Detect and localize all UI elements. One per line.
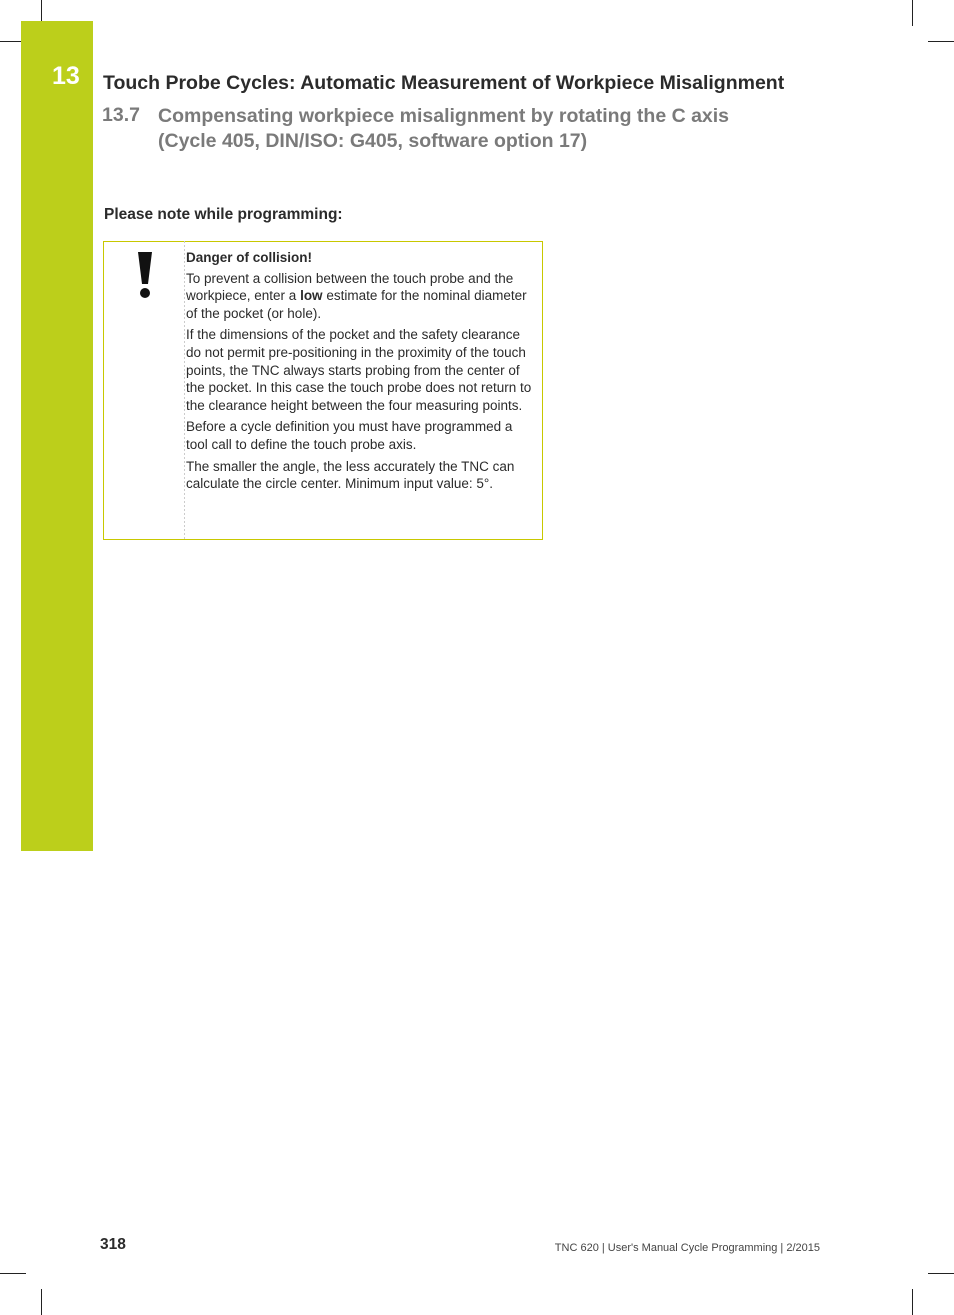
warning-title: Danger of collision! — [186, 250, 313, 265]
chapter-number: 13 — [52, 62, 80, 90]
crop-mark — [928, 41, 954, 42]
crop-mark — [41, 1289, 42, 1315]
section-title-line1: Compensating workpiece misalignment by rotating the C axis — [158, 105, 730, 127]
section-title-line2: (Cycle 405, DIN/ISO: G405, software option 17) — [158, 130, 588, 152]
note-heading: Please note while programming: — [104, 206, 343, 223]
crop-mark — [912, 1289, 913, 1315]
warning-p1-bold: low — [300, 288, 323, 304]
chapter-tab — [21, 21, 93, 851]
warning-paragraph-2: If the dimensions of the pocket and the safety clearance do not permit pre-positioning in the proximity of the touch points, the TNC always starts probing from the center of the pocket. In this case the touch probe does not return to the clearance height between the four measuring points. — [186, 327, 532, 413]
exclamation-icon — [134, 250, 156, 300]
crop-mark — [0, 1273, 26, 1274]
crop-mark — [928, 1273, 954, 1274]
section-number: 13.7 — [102, 104, 140, 126]
crop-mark — [912, 0, 913, 26]
page-number: 318 — [100, 1236, 126, 1253]
section-title — [158, 104, 729, 154]
warning-divider — [184, 241, 185, 540]
warning-text — [186, 249, 536, 497]
footer-text: TNC 620 | User's Manual Cycle Programming | 2/2015 — [554, 1242, 820, 1254]
warning-p1-part: estimate for the nominal diameter of the pocket (or hole). — [186, 288, 527, 321]
warning-paragraph-1 — [186, 270, 536, 323]
chapter-title: Touch Probe Cycles: Automatic Measurement of Workpiece Misalignment — [103, 72, 785, 94]
warning-p1-part: To prevent a collision between the touch probe and the workpiece, enter a — [186, 270, 514, 304]
warning-paragraph-3: Before a cycle definition you must have programmed a tool call to define the touch probe axis. — [186, 419, 513, 452]
warning-paragraph-4: The smaller the angle, the less accurately the TNC can calculate the circle center. Minimum input value: 5°. — [186, 458, 515, 492]
